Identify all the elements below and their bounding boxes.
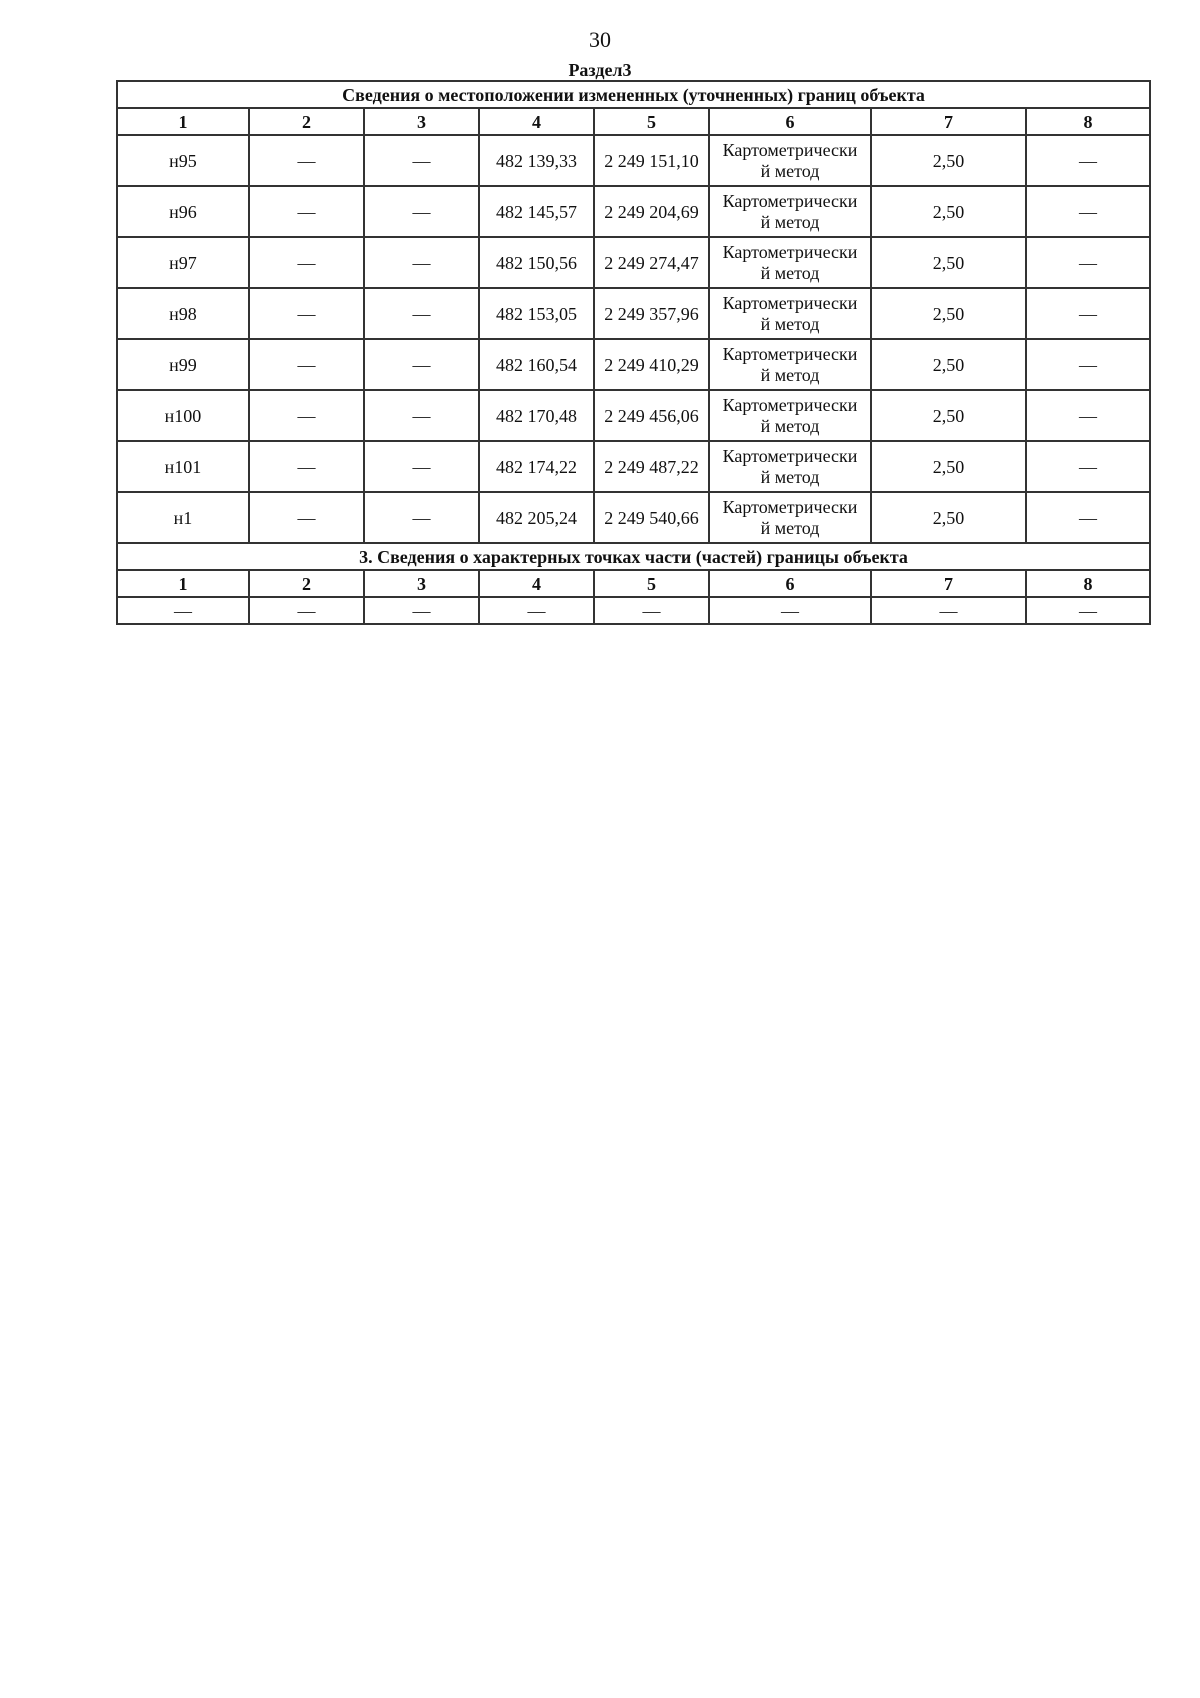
table-cell: — bbox=[249, 135, 364, 186]
col-number: 5 bbox=[594, 570, 709, 597]
table-cell: 482 205,24 bbox=[479, 492, 594, 543]
col-number: 3 bbox=[364, 108, 479, 135]
table-cell: 2,50 bbox=[871, 237, 1026, 288]
method-text-line2: й метод bbox=[760, 415, 820, 436]
point-id-cell: н99 bbox=[117, 339, 249, 390]
table-cell: 482 174,22 bbox=[479, 441, 594, 492]
table-cell: 2 249 456,06 bbox=[594, 390, 709, 441]
table-row bbox=[117, 441, 1150, 492]
table-cell: — bbox=[364, 597, 479, 624]
method-text-line1: Картометрически bbox=[722, 190, 858, 211]
table2-empty-row bbox=[117, 597, 1150, 624]
table-cell: 2,50 bbox=[871, 441, 1026, 492]
point-id-cell: н100 bbox=[117, 390, 249, 441]
table-cell: — bbox=[594, 597, 709, 624]
table-cell: — bbox=[117, 597, 249, 624]
method-cell bbox=[709, 492, 871, 543]
table-cell: — bbox=[249, 186, 364, 237]
table-cell: 2 249 410,29 bbox=[594, 339, 709, 390]
method-cell bbox=[709, 390, 871, 441]
table1-title-row bbox=[117, 81, 1150, 108]
table-cell: — bbox=[249, 441, 364, 492]
table-cell: 2,50 bbox=[871, 339, 1026, 390]
col-number: 8 bbox=[1026, 570, 1150, 597]
method-text-line2: й метод bbox=[760, 160, 820, 181]
table-cell: 2,50 bbox=[871, 390, 1026, 441]
method-text-line1: Картометрически bbox=[722, 445, 858, 466]
col-number: 3 bbox=[364, 570, 479, 597]
table-cell: — bbox=[364, 441, 479, 492]
table-cell: 2 249 540,66 bbox=[594, 492, 709, 543]
table-cell: 2,50 bbox=[871, 288, 1026, 339]
table-row bbox=[117, 492, 1150, 543]
section-title: Раздел3 bbox=[568, 60, 632, 80]
col-number: 6 bbox=[709, 570, 871, 597]
table-row bbox=[117, 237, 1150, 288]
table-cell: 2 249 487,22 bbox=[594, 441, 709, 492]
col-number: 1 bbox=[117, 108, 249, 135]
table-row bbox=[117, 288, 1150, 339]
table-cell: 482 153,05 bbox=[479, 288, 594, 339]
table-cell: — bbox=[709, 597, 871, 624]
table-cell: — bbox=[364, 390, 479, 441]
table-cell: 482 150,56 bbox=[479, 237, 594, 288]
col-number: 1 bbox=[117, 570, 249, 597]
table-cell: 2,50 bbox=[871, 492, 1026, 543]
method-text-line1: Картометрически bbox=[722, 139, 858, 160]
table-row bbox=[117, 135, 1150, 186]
table-cell: — bbox=[871, 597, 1026, 624]
method-text-line1: Картометрически bbox=[722, 394, 858, 415]
table-cell: — bbox=[249, 339, 364, 390]
table-cell: — bbox=[364, 135, 479, 186]
table-cell: — bbox=[249, 288, 364, 339]
method-text-line2: й метод bbox=[760, 517, 820, 538]
table1-column-numbers bbox=[117, 108, 1150, 135]
table-cell: 482 139,33 bbox=[479, 135, 594, 186]
table-cell: 2 249 151,10 bbox=[594, 135, 709, 186]
table-cell: — bbox=[249, 237, 364, 288]
col-number: 4 bbox=[479, 108, 594, 135]
col-number: 4 bbox=[479, 570, 594, 597]
point-id-cell: н97 bbox=[117, 237, 249, 288]
table-row bbox=[117, 390, 1150, 441]
col-number: 8 bbox=[1026, 108, 1150, 135]
table-cell: — bbox=[1026, 492, 1150, 543]
table-cell: — bbox=[249, 390, 364, 441]
table-cell: 2 249 274,47 bbox=[594, 237, 709, 288]
method-cell bbox=[709, 135, 871, 186]
table-cell: — bbox=[364, 237, 479, 288]
table-cell: — bbox=[1026, 597, 1150, 624]
method-cell bbox=[709, 441, 871, 492]
method-cell bbox=[709, 186, 871, 237]
method-text-line1: Картометрически bbox=[722, 292, 858, 313]
table-cell: — bbox=[249, 597, 364, 624]
table1-title: Сведения о местоположении измененных (уточненных) границ объекта bbox=[117, 81, 1150, 108]
method-cell bbox=[709, 339, 871, 390]
table2-title: 3. Сведения о характерных точках части (частей) границы объекта bbox=[117, 543, 1150, 570]
table2-column-numbers bbox=[117, 570, 1150, 597]
table-cell: — bbox=[364, 339, 479, 390]
page-number: 30 bbox=[589, 27, 611, 52]
col-number: 6 bbox=[709, 108, 871, 135]
method-text-line1: Картометрически bbox=[722, 496, 858, 517]
method-text-line2: й метод bbox=[760, 466, 820, 487]
method-text-line2: й метод bbox=[760, 262, 820, 283]
point-id-cell: н1 bbox=[117, 492, 249, 543]
method-text-line2: й метод bbox=[760, 211, 820, 232]
method-text-line2: й метод bbox=[760, 313, 820, 334]
col-number: 2 bbox=[249, 570, 364, 597]
method-text-line2: й метод bbox=[760, 364, 820, 385]
table-cell: 2,50 bbox=[871, 186, 1026, 237]
table-row bbox=[117, 186, 1150, 237]
table-cell: — bbox=[1026, 186, 1150, 237]
table-cell: 2 249 204,69 bbox=[594, 186, 709, 237]
col-number: 5 bbox=[594, 108, 709, 135]
col-number: 2 bbox=[249, 108, 364, 135]
point-id-cell: н98 bbox=[117, 288, 249, 339]
method-text-line1: Картометрически bbox=[722, 241, 858, 262]
table-cell: — bbox=[1026, 237, 1150, 288]
col-number: 7 bbox=[871, 108, 1026, 135]
table-cell: — bbox=[479, 597, 594, 624]
table-cell: — bbox=[364, 492, 479, 543]
table-cell: 482 170,48 bbox=[479, 390, 594, 441]
table-row bbox=[117, 339, 1150, 390]
boundary-table bbox=[116, 80, 1151, 625]
point-id-cell: н95 bbox=[117, 135, 249, 186]
table-cell: — bbox=[1026, 288, 1150, 339]
table-cell: — bbox=[364, 186, 479, 237]
col-number: 7 bbox=[871, 570, 1026, 597]
table-cell: — bbox=[1026, 441, 1150, 492]
method-text-line1: Картометрически bbox=[722, 343, 858, 364]
table-cell: — bbox=[1026, 390, 1150, 441]
point-id-cell: н101 bbox=[117, 441, 249, 492]
table-cell: — bbox=[249, 492, 364, 543]
method-cell bbox=[709, 237, 871, 288]
method-cell bbox=[709, 288, 871, 339]
table-cell: — bbox=[364, 288, 479, 339]
table-cell: 482 145,57 bbox=[479, 186, 594, 237]
table-cell: 2,50 bbox=[871, 135, 1026, 186]
point-id-cell: н96 bbox=[117, 186, 249, 237]
table-cell: — bbox=[1026, 339, 1150, 390]
table-cell: 482 160,54 bbox=[479, 339, 594, 390]
table-cell: — bbox=[1026, 135, 1150, 186]
table-cell: 2 249 357,96 bbox=[594, 288, 709, 339]
table2-title-row bbox=[117, 543, 1150, 570]
